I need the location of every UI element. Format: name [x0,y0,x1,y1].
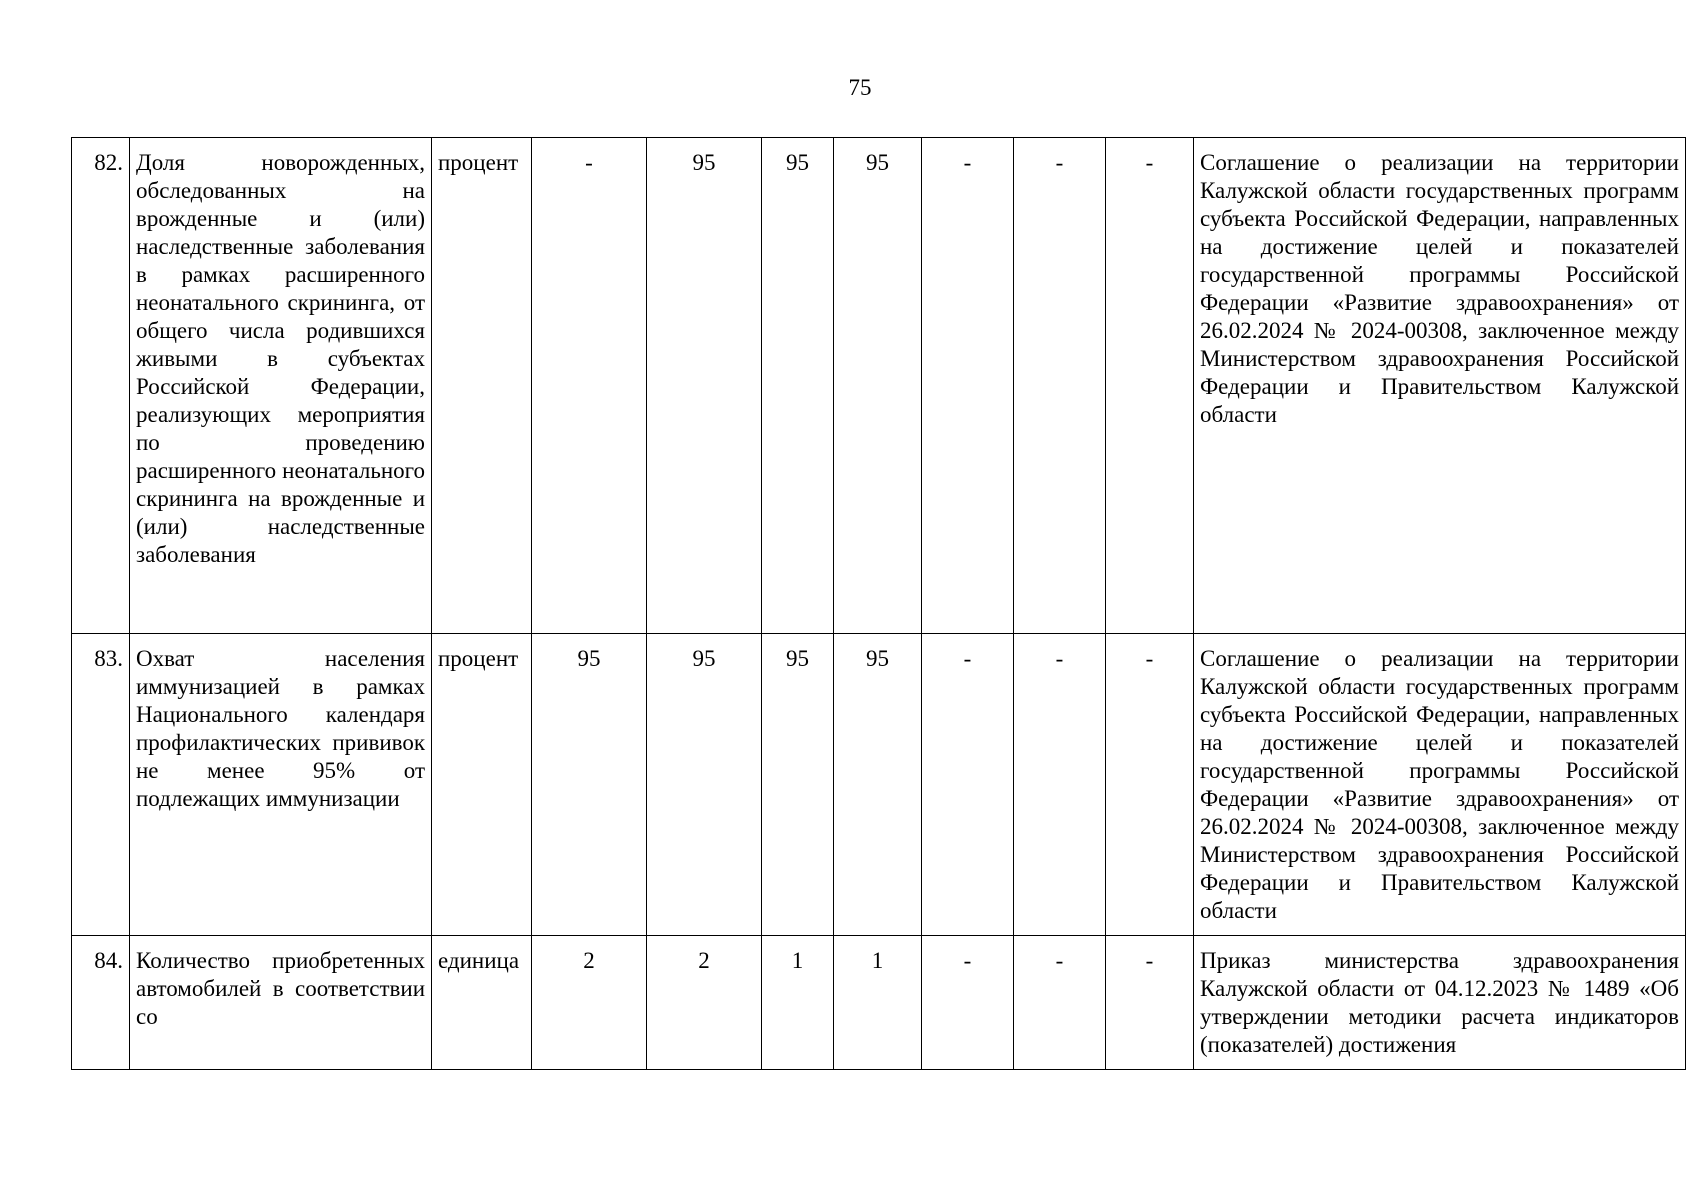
value-cell: - [1014,936,1106,1070]
page-number: 75 [848,75,872,100]
indicators-table [71,137,1686,1070]
source-document: Соглашение о реализации на территории Калужской области государственных программ субъекта Российской Федерации, направленных на достижение целей и показателей государственной программы Российской Федерации «Развитие здравоохранения» от 26.02.2024 № 2024-00308, заключенное между Министерством здравоохранения Российской Федерации и Правительством Калужской области [1194,138,1686,634]
value-cell: - [1106,936,1194,1070]
value-cell: - [532,138,647,634]
value-cell: 95 [762,634,834,936]
value-cell: 2 [647,936,762,1070]
value-cell: - [1014,634,1106,936]
value-cell: 95 [647,634,762,936]
source-document: Приказ министерства здравоохранения Калужской области от 04.12.2023 № 1489 «Об утверждении методики расчета индикаторов (показателей) достижения [1194,936,1686,1070]
value-cell: - [922,634,1014,936]
indicator-name: Доля новорожденных, обследованных на врожденные и (или) наследственные заболевания в рамках расширенного неонатального скрининга, от общего числа родившихся живыми в субъектах Российской Федерации, реализующих мероприятия по проведению расширенного неонатального скрининга на врожденные и (или) наследственные заболевания [130,138,432,634]
row-number: 84. [72,936,130,1070]
indicator-name: Охват населения иммунизацией в рамках Национального календаря профилактических прививок не менее 95% от подлежащих иммунизации [130,634,432,936]
row-number: 83. [72,634,130,936]
table-row [72,138,1686,634]
value-cell: 95 [647,138,762,634]
value-cell: 1 [834,936,922,1070]
value-cell: 1 [762,936,834,1070]
value-cell: - [922,936,1014,1070]
value-cell: 95 [834,138,922,634]
value-cell: - [1014,138,1106,634]
unit-cell: процент [432,138,532,634]
value-cell: - [1106,138,1194,634]
table-row [72,936,1686,1070]
value-cell: 95 [834,634,922,936]
unit-cell: процент [432,634,532,936]
value-cell: - [922,138,1014,634]
value-cell: - [1106,634,1194,936]
value-cell: 2 [532,936,647,1070]
value-cell: 95 [762,138,834,634]
unit-cell: единица [432,936,532,1070]
table-row [72,634,1686,936]
row-number: 82. [72,138,130,634]
source-document: Соглашение о реализации на территории Калужской области государственных программ субъекта Российской Федерации, направленных на достижение целей и показателей государственной программы Российской Федерации «Развитие здравоохранения» от 26.02.2024 № 2024-00308, заключенное между Министерством здравоохранения Российской Федерации и Правительством Калужской области [1194,634,1686,936]
value-cell: 95 [532,634,647,936]
indicator-name: Количество приобретенных автомобилей в соответствии со [130,936,432,1070]
